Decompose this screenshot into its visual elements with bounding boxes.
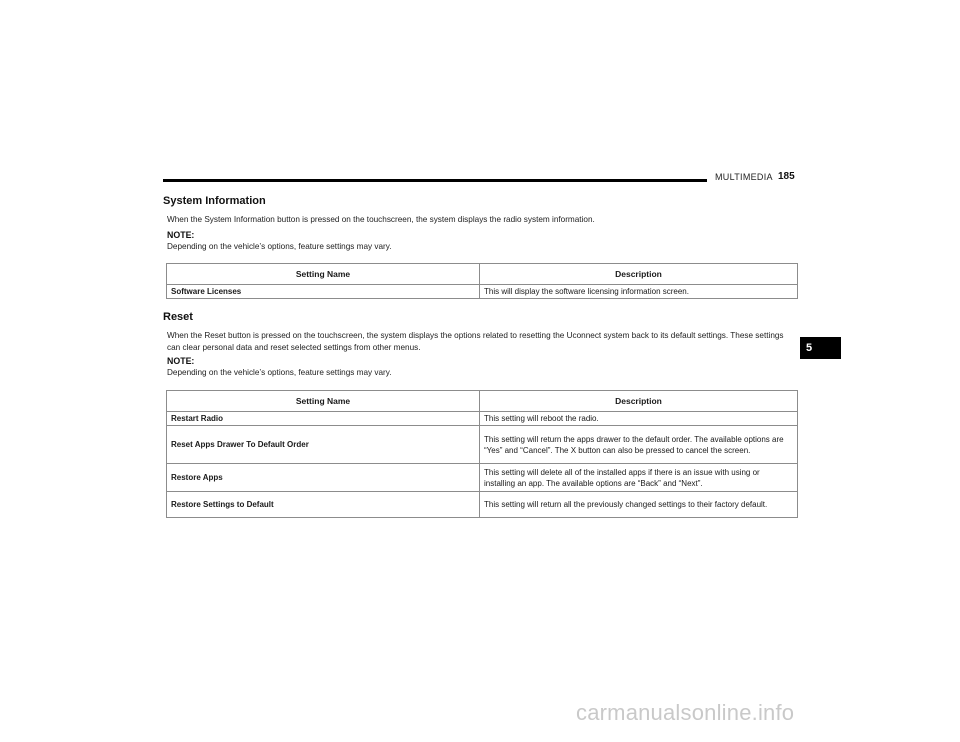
setting-name-cell: Restore Settings to Default — [167, 492, 480, 518]
page-number: 185 — [778, 171, 795, 182]
table-row — [167, 464, 798, 492]
reset-note-text: Depending on the vehicle’s options, feature settings may vary. — [167, 368, 392, 377]
setting-description-cell: This setting will delete all of the installed apps if there is an issue with using or installing an app. The available options are “Back” and “Next”. — [480, 464, 798, 492]
setting-description-cell: This setting will reboot the radio. — [480, 412, 798, 426]
setting-description-cell: This setting will return the apps drawer to the default order. The available options are “Yes” and “Cancel”. The X button can also be pressed to cancel the screen. — [480, 426, 798, 464]
system-information-note-text: Depending on the vehicle’s options, feature settings may vary. — [167, 242, 392, 251]
table-row — [167, 412, 798, 426]
setting-name-cell: Restore Apps — [167, 464, 480, 492]
setting-description-cell: This will display the software licensing information screen. — [480, 285, 798, 299]
running-header-section: MULTIMEDIA — [715, 172, 773, 182]
reset-intro: When the Reset button is pressed on the touchscreen, the system displays the options related to resetting the Uconnect system back to its default settings. These settings can clear personal data and reset selected settings from other menus. — [167, 331, 784, 352]
column-header-description: Description — [480, 264, 798, 285]
setting-name-cell: Software Licenses — [167, 285, 480, 299]
reset-table — [166, 390, 798, 518]
reset-heading: Reset — [163, 311, 193, 323]
column-header-setting-name: Setting Name — [167, 264, 480, 285]
column-header-description: Description — [480, 391, 798, 412]
watermark-text: carmanualsonline.info — [576, 700, 795, 725]
table-header-row — [167, 391, 798, 412]
table-row — [167, 492, 798, 518]
setting-name-cell: Reset Apps Drawer To Default Order — [167, 426, 480, 464]
reset-note-label: NOTE: — [167, 356, 195, 366]
setting-name-cell: Restart Radio — [167, 412, 480, 426]
system-information-intro: When the System Information button is pressed on the touchscreen, the system displays the radio system information. — [167, 215, 595, 224]
header-rule — [163, 179, 707, 182]
column-header-setting-name: Setting Name — [167, 391, 480, 412]
chapter-tab: 5 — [800, 337, 841, 359]
system-information-heading: System Information — [163, 195, 266, 207]
system-information-table — [166, 263, 798, 299]
table-header-row — [167, 264, 798, 285]
setting-description-cell: This setting will return all the previously changed settings to their factory default. — [480, 492, 798, 518]
table-row — [167, 426, 798, 464]
table-row — [167, 285, 798, 299]
system-information-note-label: NOTE: — [167, 230, 195, 240]
